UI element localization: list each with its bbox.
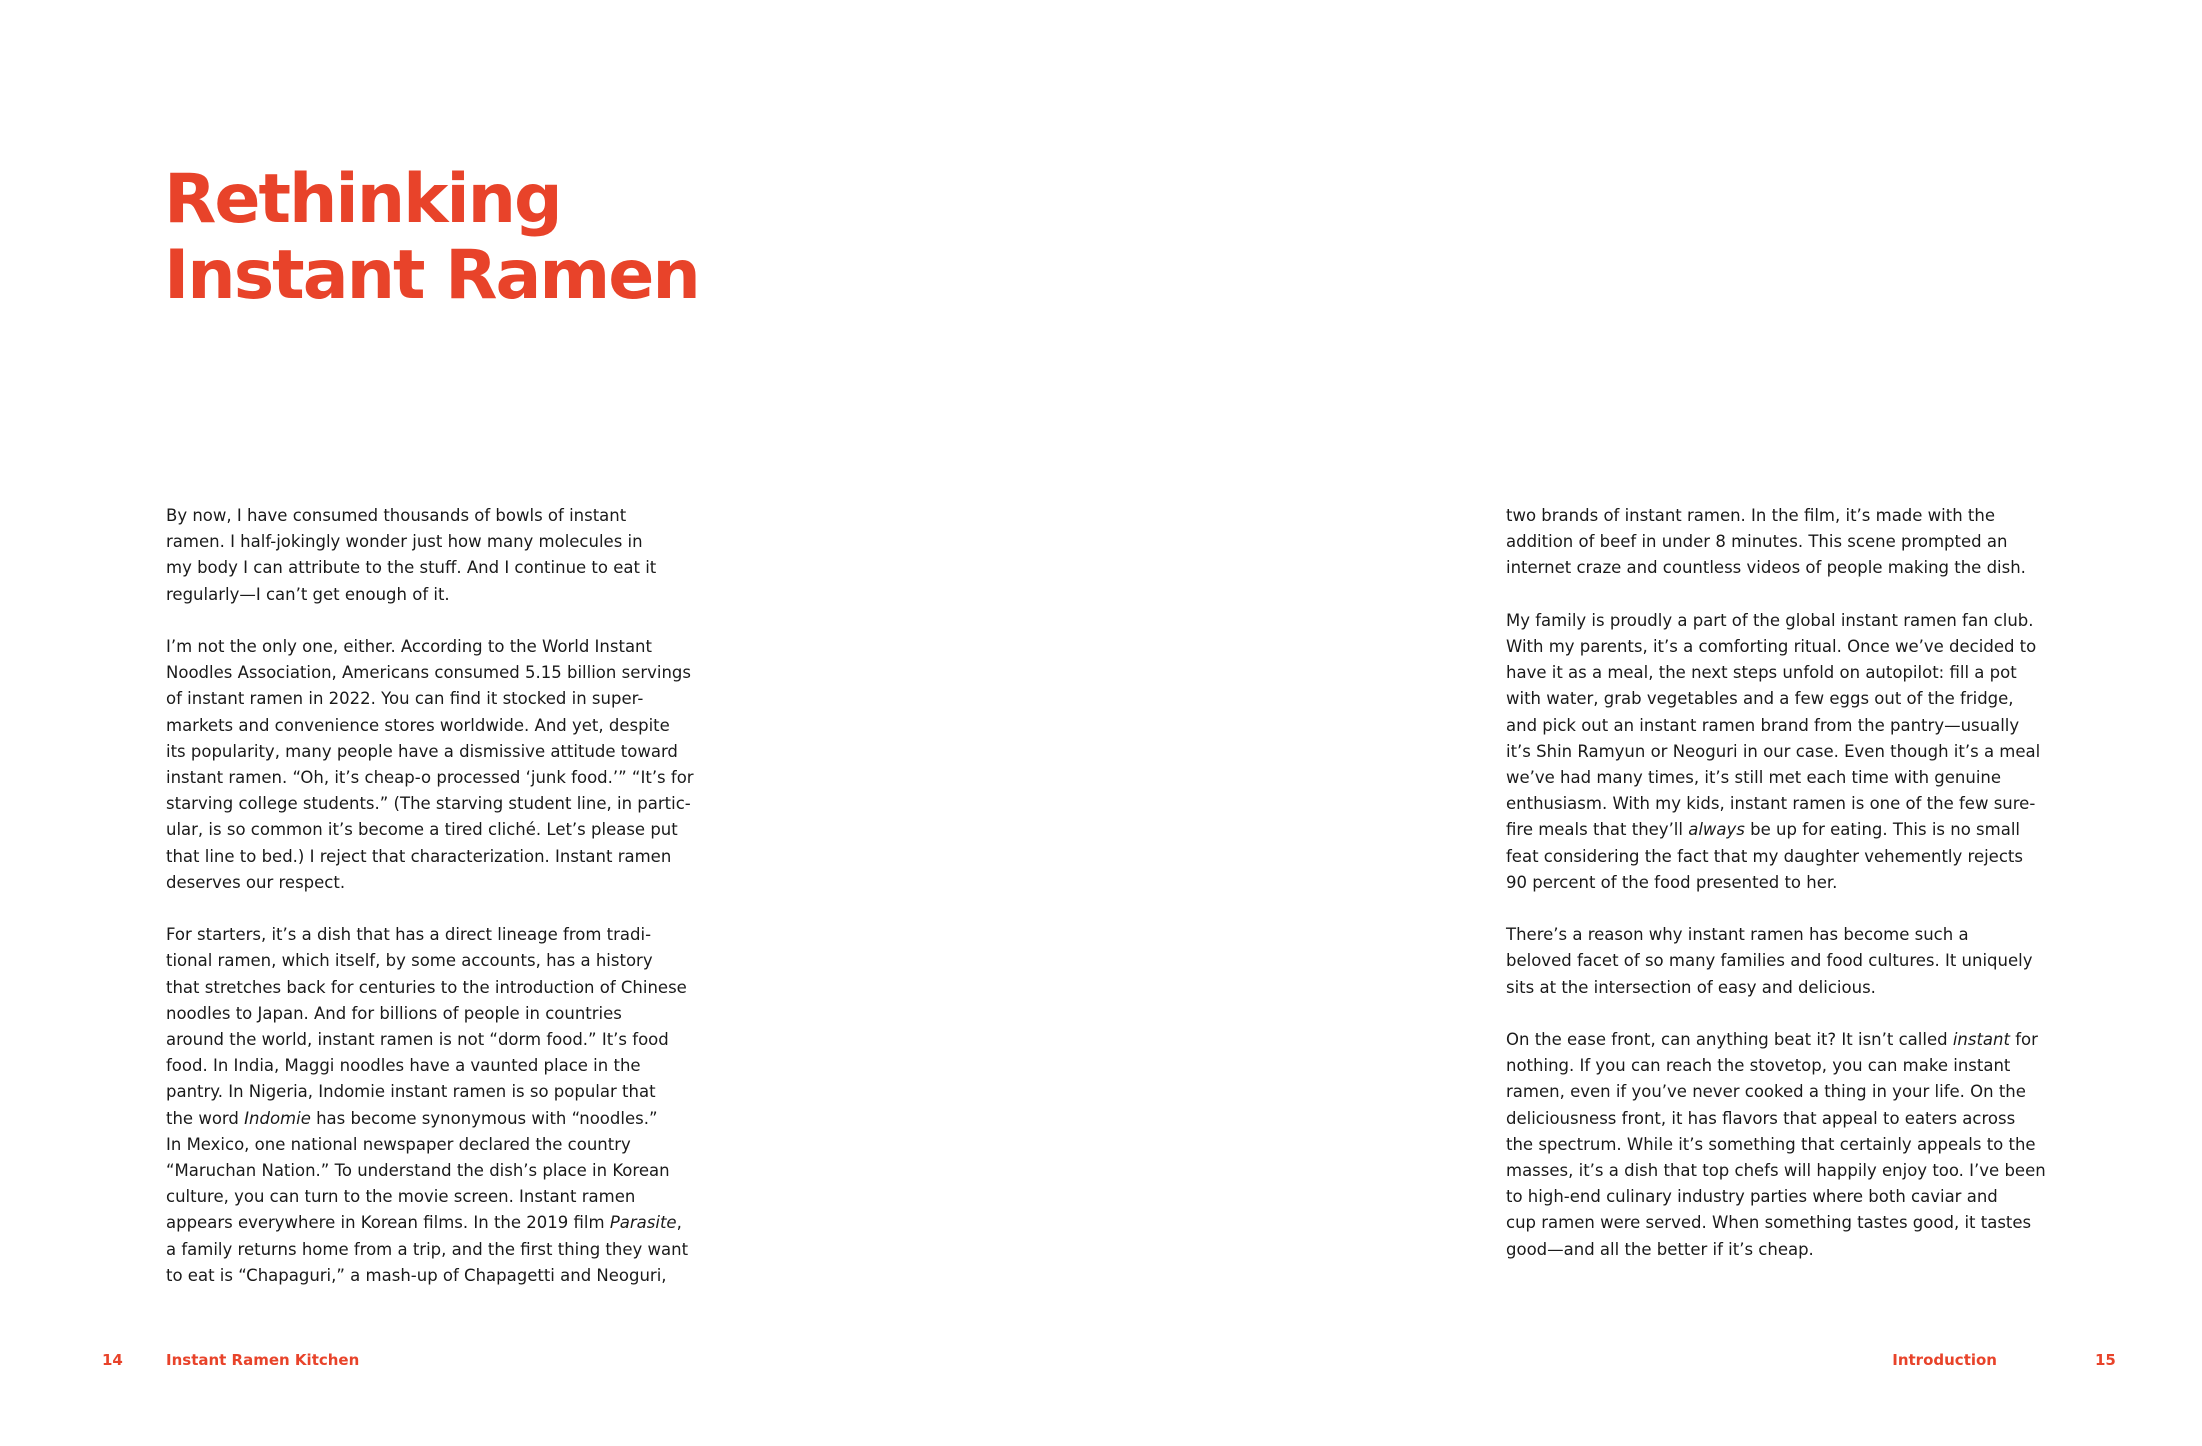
paragraph bbox=[1506, 1027, 2066, 1263]
page-number-right: 15 bbox=[2095, 1351, 2116, 1369]
text-line: enthusiasm. With my kids, instant ramen is one of the few sure- bbox=[1506, 794, 2036, 814]
text-line: two brands of instant ramen. In the film, it’s made with the bbox=[1506, 506, 1996, 525]
text-line: deserves our respect. bbox=[166, 872, 346, 892]
text-line: regularly—I can’t get enough of it. bbox=[166, 584, 450, 604]
text-line: ramen, even if you’ve never cooked a thing in your life. On the bbox=[1506, 1082, 2026, 1102]
left-body-column bbox=[166, 503, 726, 1289]
running-head-left: Instant Ramen Kitchen bbox=[166, 1351, 360, 1369]
paragraph bbox=[166, 634, 726, 896]
text-run: On the ease front, can anything beat it? It isn’t called bbox=[1506, 1030, 1953, 1050]
text-run: the word bbox=[166, 1108, 245, 1128]
italic-text: instant bbox=[1952, 1030, 2010, 1050]
text-line bbox=[166, 1210, 726, 1236]
text-line: nothing. If you can reach the stovetop, you can make instant bbox=[1506, 1056, 2011, 1076]
text-line: internet craze and countless videos of people making the dish. bbox=[1506, 558, 2026, 578]
text-line: pantry. In Nigeria, Indomie instant ramen is so popular that bbox=[166, 1082, 656, 1102]
text-line: deliciousness front, it has flavors that appeal to eaters across bbox=[1506, 1108, 2016, 1128]
paragraph bbox=[1506, 503, 2066, 582]
text-line bbox=[1506, 1027, 2066, 1053]
text-line: feat considering the fact that my daughter vehemently rejects bbox=[1506, 846, 2023, 866]
text-line: ramen. I half-jokingly wonder just how many molecules in bbox=[166, 532, 643, 552]
paragraph bbox=[166, 922, 726, 1289]
text-line: its popularity, many people have a dismissive attitude toward bbox=[166, 741, 678, 761]
text-run: appears everywhere in Korean films. In the 2019 film bbox=[166, 1213, 610, 1233]
text-line: instant ramen. “Oh, it’s cheap-o processed ‘junk food.’” “It’s for bbox=[166, 768, 694, 788]
text-line: that line to bed.) I reject that characterization. Instant ramen bbox=[166, 846, 672, 866]
text-line: good—and all the better if it’s cheap. bbox=[1506, 1239, 1814, 1259]
text-line: with water, grab vegetables and a few eggs out of the fridge, bbox=[1506, 689, 2014, 709]
text-line: around the world, instant ramen is not “dorm food.” It’s food bbox=[166, 1030, 669, 1050]
right-page bbox=[1101, 0, 2202, 1446]
right-body-column bbox=[1506, 503, 2066, 1263]
text-line: My family is proudly a part of the global instant ramen fan club. bbox=[1506, 610, 2034, 630]
text-line: have it as a meal, the next steps unfold on autopilot: fill a pot bbox=[1506, 663, 2017, 683]
text-line: noodles to Japan. And for billions of people in countries bbox=[166, 1003, 622, 1023]
text-run: has become synonymous with “noodles.” bbox=[310, 1108, 658, 1128]
italic-text: Indomie bbox=[244, 1108, 311, 1128]
text-line: Noodles Association, Americans consumed 5.15 billion servings bbox=[166, 663, 692, 683]
text-run: , bbox=[676, 1213, 682, 1233]
text-line bbox=[166, 1106, 726, 1132]
text-line: beloved facet of so many families and food cultures. It uniquely bbox=[1506, 951, 2033, 971]
chapter-title-line-2: Instant Ramen bbox=[164, 236, 699, 315]
italic-text: Parasite bbox=[609, 1213, 677, 1233]
paragraph bbox=[1506, 608, 2066, 896]
text-line: masses, it’s a dish that top chefs will happily enjoy too. I’ve been bbox=[1506, 1161, 2046, 1181]
text-line: markets and convenience stores worldwide. And yet, despite bbox=[166, 715, 670, 735]
text-line: sits at the intersection of easy and delicious. bbox=[1506, 977, 1876, 997]
text-line: With my parents, it’s a comforting ritual. Once we’ve decided to bbox=[1506, 637, 2037, 656]
text-line: cup ramen were served. When something tastes good, it tastes bbox=[1506, 1213, 2032, 1233]
page-number-left: 14 bbox=[102, 1351, 123, 1369]
italic-text: always bbox=[1688, 820, 1745, 840]
running-head-right: Introduction bbox=[1892, 1351, 1997, 1369]
text-line: By now, I have consumed thousands of bowls of instant bbox=[166, 506, 627, 525]
text-line: of instant ramen in 2022. You can find it stocked in super- bbox=[166, 689, 644, 709]
paragraph bbox=[1506, 922, 2066, 1001]
text-line: that stretches back for centuries to the introduction of Chinese bbox=[166, 977, 687, 997]
paragraph bbox=[166, 503, 726, 608]
text-line bbox=[1506, 817, 2066, 843]
text-line: For starters, it’s a dish that has a direct lineage from tradi- bbox=[166, 925, 652, 945]
text-line: culture, you can turn to the movie screen. Instant ramen bbox=[166, 1187, 636, 1207]
chapter-title-line-1: Rethinking bbox=[164, 160, 561, 239]
text-line: In Mexico, one national newspaper declared the country bbox=[166, 1134, 631, 1154]
text-line: a family returns home from a trip, and the first thing they want bbox=[166, 1239, 689, 1259]
text-line: to eat is “Chapaguri,” a mash-up of Chapagetti and Neoguri, bbox=[166, 1265, 667, 1285]
text-line: we’ve had many times, it’s still met each time with genuine bbox=[1506, 768, 2002, 788]
text-line: food. In India, Maggi noodles have a vaunted place in the bbox=[166, 1056, 641, 1076]
text-line: starving college students.” (The starving student line, in partic- bbox=[166, 794, 691, 814]
text-line: and pick out an instant ramen brand from the pantry—usually bbox=[1506, 715, 2020, 735]
text-line: the spectrum. While it’s something that certainly appeals to the bbox=[1506, 1134, 2036, 1154]
text-line: to high-end culinary industry parties where both caviar and bbox=[1506, 1187, 1998, 1207]
text-line: my body I can attribute to the stuff. And I continue to eat it bbox=[166, 558, 657, 578]
text-line: ular, is so common it’s become a tired cliché. Let’s please put bbox=[166, 820, 678, 840]
text-line: 90 percent of the food presented to her. bbox=[1506, 872, 1838, 892]
text-line: tional ramen, which itself, by some accounts, has a history bbox=[166, 951, 653, 971]
text-line: There’s a reason why instant ramen has become such a bbox=[1506, 925, 1969, 945]
text-line: “Maruchan Nation.” To understand the dish’s place in Korean bbox=[166, 1161, 670, 1181]
text-line: it’s Shin Ramyun or Neoguri in our case. Even though it’s a meal bbox=[1506, 741, 2041, 761]
text-run: fire meals that they’ll bbox=[1506, 820, 1689, 840]
text-line: I’m not the only one, either. According to the World Instant bbox=[166, 637, 652, 656]
text-run: for bbox=[2009, 1030, 2038, 1050]
text-run: be up for eating. This is no small bbox=[1744, 820, 2021, 840]
chapter-title bbox=[164, 162, 699, 314]
text-line: addition of beef in under 8 minutes. This scene prompted an bbox=[1506, 532, 2008, 552]
